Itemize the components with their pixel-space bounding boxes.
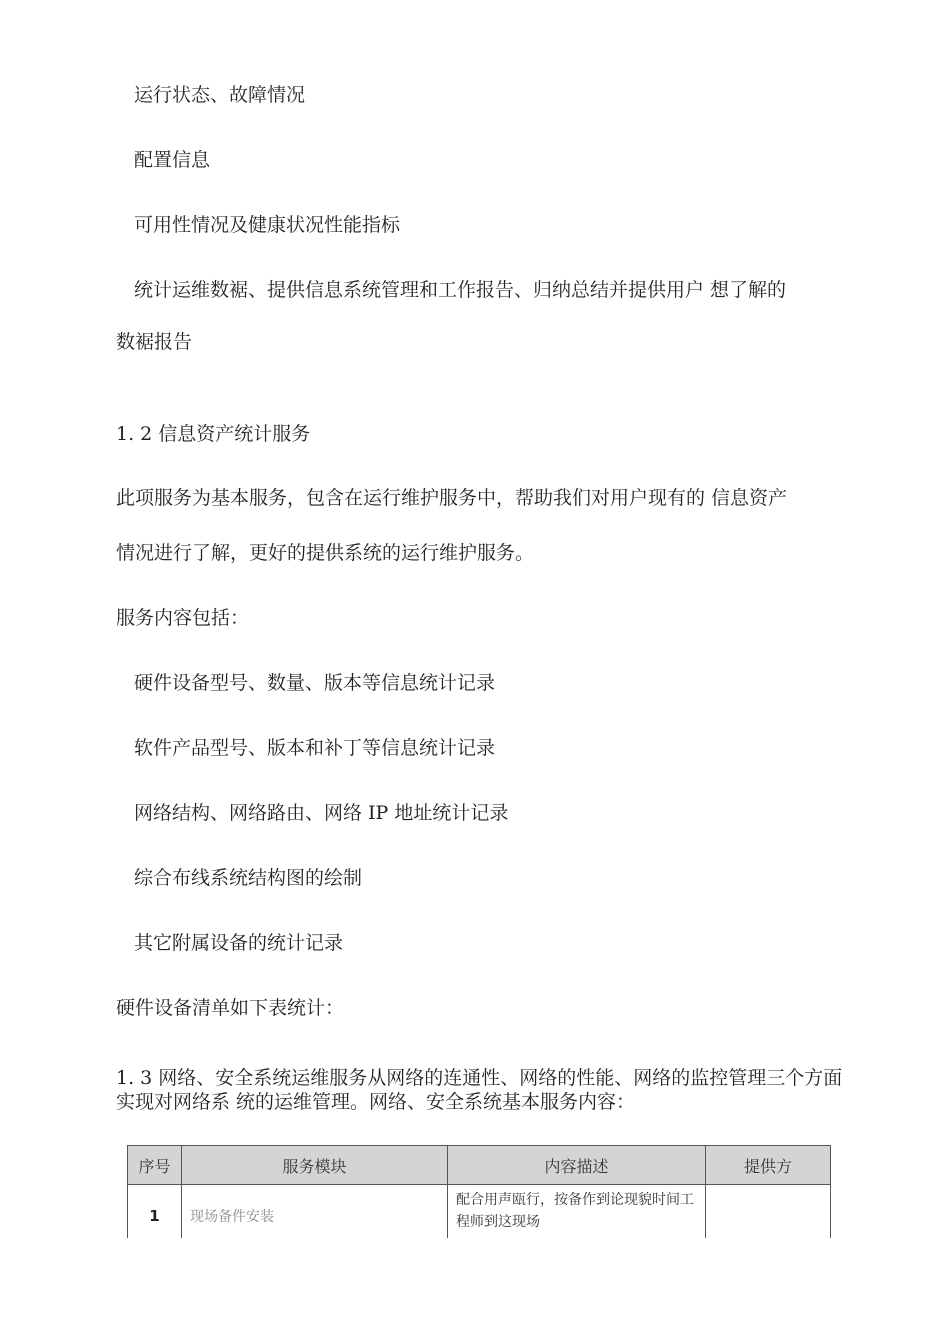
header-cell: 序号	[128, 1146, 182, 1185]
header-cell: 提供方	[706, 1146, 831, 1185]
row-number: 1	[128, 1185, 182, 1248]
list-item: 硬件设备型号、数量、版本等信息统计记录	[134, 672, 496, 694]
paragraph-continuation: 数裾报告	[116, 331, 193, 353]
list-item: 运行状态、故障情况	[134, 84, 306, 106]
page-cutoff	[0, 1238, 950, 1344]
paragraph-continuation: 情况进行了解，更好的提供系统的运行维护服务。	[116, 542, 535, 564]
list-item: 综合布线系统结构图的绘制	[134, 867, 363, 889]
list-item: 统计运维数裾、提供信息系统管理和工作报告、归纳总结并提供用户 想了解的	[134, 279, 787, 301]
content-description: 配合用声瓯行，按备作到论现貌时间工程师到这现场	[448, 1185, 706, 1248]
list-item: 其它附属设备的统计记录	[134, 932, 344, 954]
section-heading: 1. 2 信息资产统计服务	[116, 423, 311, 445]
list-item: 软件产品型号、版本和补丁等信息统计记录	[134, 737, 496, 759]
service-table	[127, 1145, 831, 1248]
list-item: 配置信息	[134, 149, 211, 171]
paragraph: 此项服务为基本服务，包含在运行维护服务中，帮助我们对用户现有的 信息资产	[116, 487, 788, 509]
header-cell: 服务模块	[182, 1146, 448, 1185]
service-module: 现场备件安装	[182, 1185, 448, 1248]
paragraph: 服务内容包括：	[116, 607, 250, 629]
table-header-row	[128, 1146, 831, 1185]
paragraph: 硬件设备清单如下表统计：	[116, 997, 345, 1019]
list-item: 网络结构、网络路由、网络 IP 地址统计记录	[134, 802, 509, 824]
header-cell: 内容描述	[448, 1146, 706, 1185]
section-heading: 1. 3 网络、安全系统运维服务从网络的连通性、网络的性能、网络的监控管理三个方面实现对网络系 统的运维管理。网络、安全系统基本服务内容：	[116, 1067, 843, 1113]
list-item: 可用性情况及健康状况性能指标	[134, 214, 401, 236]
